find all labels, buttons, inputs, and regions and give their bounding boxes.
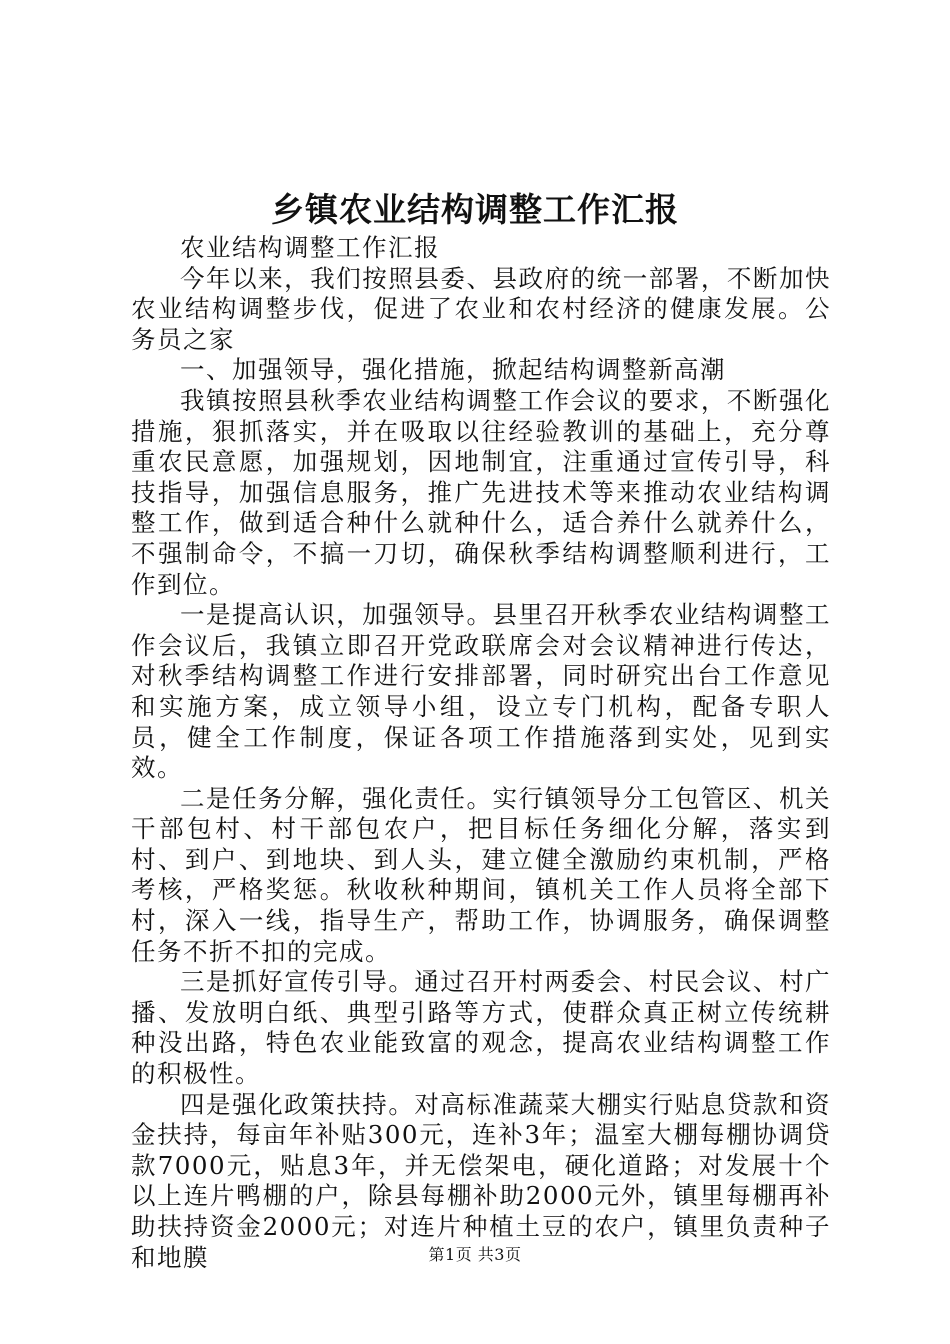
page-footer: 第1页 共3页 xyxy=(428,1245,522,1264)
paragraph-section-1: 我镇按照县秋季农业结构调整工作会议的要求，不断强化措施，狠抓落实，并在吸取以往经验教训的基础上，充分尊重农民意愿，加强规划，因地制宜，注重通过宣传引导，科技指导，加强信息服务，推广先进技术等来推动农业结构调整工作，做到适合种什么就种什么，适合养什么就养什么，不强制命令，不搞一刀切，确保秋季结构调整顺利进行，工作到位。 xyxy=(131,385,831,599)
document-title: 乡镇农业结构调整工作汇报 xyxy=(271,190,679,229)
section-heading-1: 一、加强领导，强化措施，掀起结构调整新高潮 xyxy=(180,355,726,385)
paragraph-point-2: 二是任务分解，强化责任。实行镇领导分工包管区、机关干部包村、村干部包农户，把目标任务细化分解，落实到村、到户、到地块、到人头，建立健全激励约束机制，严格考核，严格奖惩。秋收秋种期间，镇机关工作人员将全部下村，深入一线，指导生产，帮助工作，协调服务，确保调整任务不折不扣的完成。 xyxy=(131,783,831,966)
paragraph-point-3: 三是抓好宣传引导。通过召开村两委会、村民会议、村广播、发放明白纸、典型引路等方式，使群众真正树立传统耕种没出路，特色农业能致富的观念，提高农业结构调整工作的积极性。 xyxy=(131,967,831,1089)
document-body xyxy=(131,233,831,1273)
paragraph-point-4: 四是强化政策扶持。对高标准蔬菜大棚实行贴息贷款和资金扶持，每亩年补贴300元，连补3年；温室大棚每棚协调贷款7000元，贴息3年，并无偿架电，硬化道路；对发展十个以上连片鸭棚的户，除县每棚补助2000元外，镇里每棚再补助扶持资金2000元；对连片种植土豆的农户，镇里负责种子和地膜 xyxy=(131,1089,831,1272)
paragraph-point-1: 一是提高认识，加强领导。县里召开秋季农业结构调整工作会议后，我镇立即召开党政联席会对会议精神进行传达，对秋季结构调整工作进行安排部署，同时研究出台工作意见和实施方案，成立领导小组，设立专门机构，配备专职人员，健全工作制度，保证各项工作措施落到实处，见到实效。 xyxy=(131,600,831,783)
paragraph-subtitle: 农业结构调整工作汇报 xyxy=(180,233,440,262)
paragraph-intro: 今年以来，我们按照县委、县政府的统一部署，不断加快农业结构调整步伐，促进了农业和农村经济的健康发展。公务员之家 xyxy=(131,263,831,354)
